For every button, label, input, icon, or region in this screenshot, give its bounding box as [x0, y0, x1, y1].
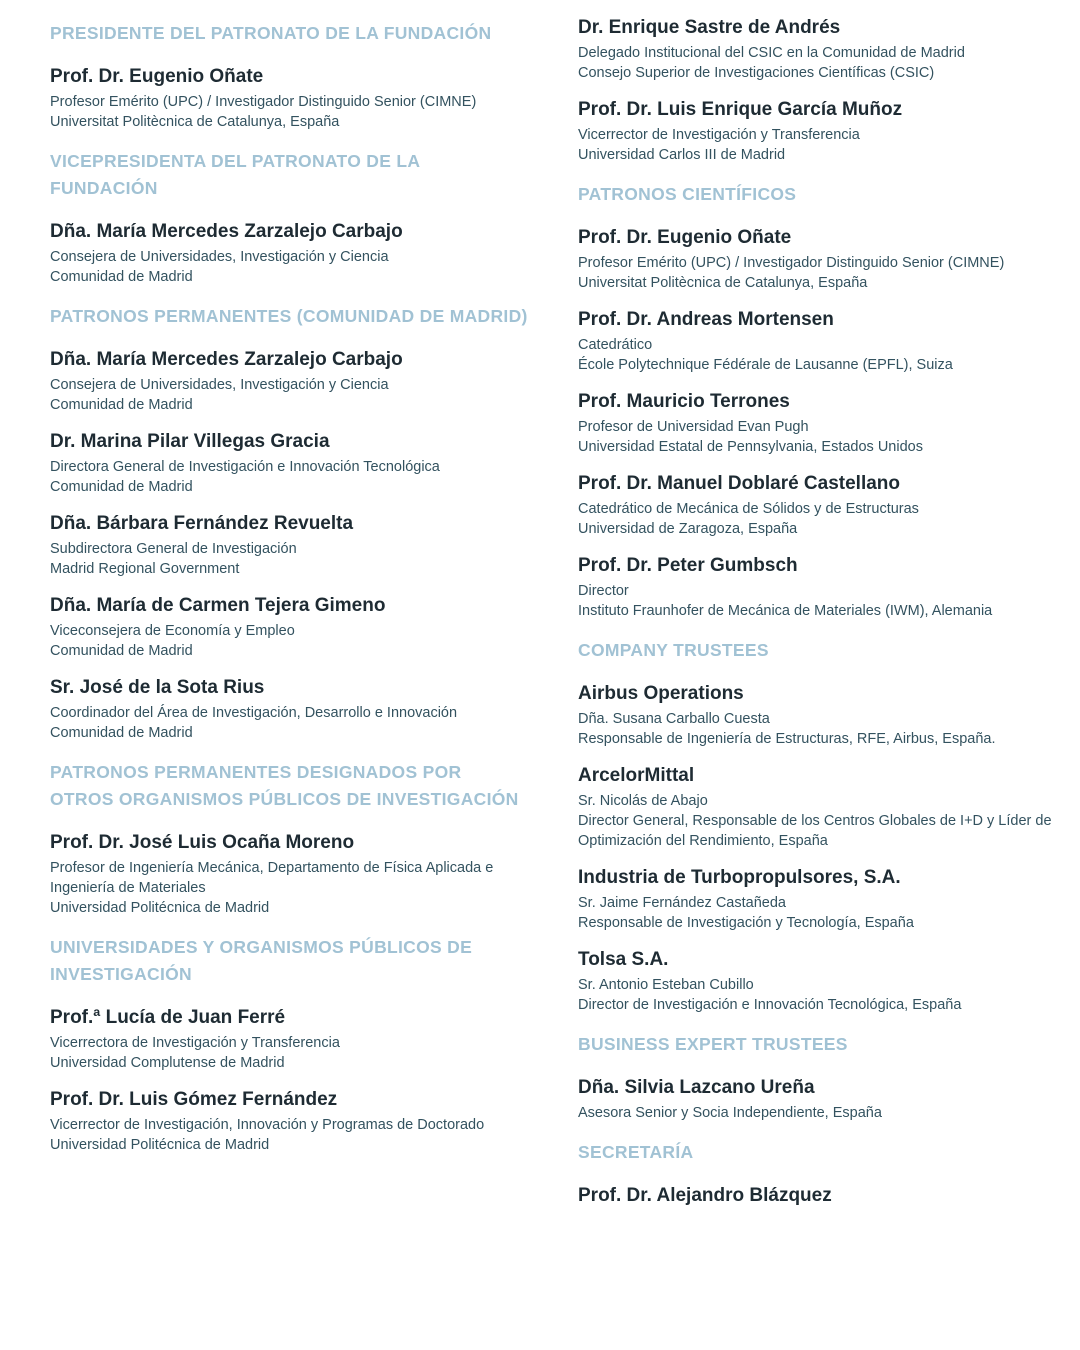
trustee-name: Industria de Turbopropulsores, S.A. — [578, 867, 901, 888]
section-heading: COMPANY TRUSTEES — [578, 640, 769, 660]
trustee-detail: Consejera de Universidades, Investigación y Ciencia — [50, 377, 389, 393]
trustee-detail: Comunidad de Madrid — [50, 479, 193, 495]
trustee-name: Prof. Dr. Eugenio Oñate — [578, 227, 792, 248]
trustee-name: Airbus Operations — [578, 683, 744, 704]
trustee-name: Prof. Dr. Luis Gómez Fernández — [50, 1089, 338, 1110]
trustee-name: Prof. Mauricio Terrones — [578, 391, 790, 412]
trustee-name: Dña. María de Carmen Tejera Gimeno — [50, 595, 386, 616]
trustee-name: Prof. Dr. Alejandro Blázquez — [578, 1185, 832, 1206]
trustee-detail: Consejera de Universidades, Investigación y Ciencia — [50, 249, 389, 265]
section-heading: BUSINESS EXPERT TRUSTEES — [578, 1034, 848, 1054]
trustee-detail: Sr. Nicolás de Abajo — [578, 793, 708, 809]
trustee-detail: Universidad Carlos III de Madrid — [578, 147, 786, 163]
trustee-detail: Vicerrector de Investigación y Transferencia — [578, 127, 860, 143]
trustee-detail: Director General, Responsable de los Centros Globales de I+D y Líder de Optimización del Rendimiento, España — [578, 813, 1052, 849]
trustee-name: Prof. Dr. Eugenio Oñate — [50, 66, 264, 87]
trustee-name: Dña. Silvia Lazcano Ureña — [578, 1077, 815, 1098]
trustee-detail: Universidad Complutense de Madrid — [50, 1055, 285, 1071]
trustee-detail: Vicerrectora de Investigación y Transferencia — [50, 1035, 340, 1051]
trustee-entry — [50, 65, 530, 132]
trustee-name: ArcelorMittal — [578, 765, 695, 786]
trustee-detail: Responsable de Ingeniería de Estructuras, RFE, Airbus, España. — [578, 731, 996, 747]
trustee-detail: Profesor de Ingeniería Mecánica, Departamento de Física Aplicada e Ingeniería de Materiales — [50, 860, 494, 896]
trustee-entry — [50, 594, 530, 661]
trustee-name: Prof.ª Lucía de Juan Ferré — [50, 1007, 286, 1028]
trustee-entry — [578, 16, 1058, 83]
trustee-entry — [50, 220, 530, 287]
trustee-name: Dr. Marina Pilar Villegas Gracia — [50, 431, 330, 452]
column-left — [50, 16, 530, 1350]
section-heading: VICEPRESIDENTA DEL PATRONATO DE LA FUNDACIÓN — [50, 151, 420, 198]
trustee-entry — [50, 1088, 530, 1155]
section-heading: PATRONOS PERMANENTES (COMUNIDAD DE MADRID) — [50, 306, 528, 326]
trustee-entry — [578, 1076, 1058, 1123]
trustee-detail: École Polytechnique Fédérale de Lausanne (EPFL), Suiza — [578, 357, 953, 373]
trustee-entry — [50, 430, 530, 497]
trustee-entry — [578, 554, 1058, 621]
trustee-detail: Universidad Estatal de Pennsylvania, Estados Unidos — [578, 439, 923, 455]
trustee-detail: Instituto Fraunhofer de Mecánica de Materiales (IWM), Alemania — [578, 603, 993, 619]
trustee-detail: Universidad Politécnica de Madrid — [50, 900, 270, 916]
section-heading: PATRONOS PERMANENTES DESIGNADOS POR OTROS ORGANISMOS PÚBLICOS DE INVESTIGACIÓN — [50, 762, 519, 809]
trustee-detail: Asesora Senior y Socia Independiente, España — [578, 1105, 882, 1121]
trustee-name: Prof. Dr. Manuel Doblaré Castellano — [578, 473, 901, 494]
trustee-detail: Directora General de Investigación e Innovación Tecnológica — [50, 459, 440, 475]
trustee-detail: Sr. Antonio Esteban Cubillo — [578, 977, 754, 993]
trustee-name: Tolsa S.A. — [578, 949, 669, 970]
trustee-detail: Dña. Susana Carballo Cuesta — [578, 711, 770, 727]
trustee-detail: Universidad de Zaragoza, España — [578, 521, 798, 537]
trustee-entry — [50, 512, 530, 579]
section-heading: PATRONOS CIENTÍFICOS — [578, 184, 797, 204]
trustee-name: Prof. Dr. Andreas Mortensen — [578, 309, 834, 330]
trustee-detail: Universidad Politécnica de Madrid — [50, 1137, 270, 1153]
column-right — [578, 16, 1058, 1350]
trustee-detail: Director — [578, 583, 629, 599]
trustee-entry — [578, 390, 1058, 457]
trustee-entry — [50, 831, 530, 918]
trustee-name: Dña. Bárbara Fernández Revuelta — [50, 513, 354, 534]
trustee-detail: Universitat Politècnica de Catalunya, España — [578, 275, 868, 291]
trustee-name: Prof. Dr. José Luis Ocaña Moreno — [50, 832, 355, 853]
trustee-detail: Director de Investigación e Innovación Tecnológica, España — [578, 997, 962, 1013]
trustee-entry — [50, 676, 530, 743]
trustee-detail: Delegado Institucional del CSIC en la Comunidad de Madrid — [578, 45, 965, 61]
trustee-entry — [578, 226, 1058, 293]
trustee-detail: Responsable de Investigación y Tecnología, España — [578, 915, 914, 931]
trustee-detail: Viceconsejera de Economía y Empleo — [50, 623, 295, 639]
trustee-entry — [50, 1006, 530, 1073]
trustee-detail: Coordinador del Área de Investigación, Desarrollo e Innovación — [50, 705, 458, 721]
trustee-detail: Madrid Regional Government — [50, 561, 240, 577]
trustee-detail: Catedrático de Mecánica de Sólidos y de Estructuras — [578, 501, 919, 517]
trustee-detail: Profesor de Universidad Evan Pugh — [578, 419, 809, 435]
trustee-detail: Comunidad de Madrid — [50, 725, 193, 741]
trustee-detail: Profesor Emérito (UPC) / Investigador Distinguido Senior (CIMNE) — [578, 255, 1005, 271]
trustee-entry — [578, 472, 1058, 539]
trustee-name: Dña. María Mercedes Zarzalejo Carbajo — [50, 221, 403, 242]
trustee-entry — [578, 866, 1058, 933]
trustee-detail: Comunidad de Madrid — [50, 643, 193, 659]
trustee-name: Dña. María Mercedes Zarzalejo Carbajo — [50, 349, 403, 370]
trustee-detail: Subdirectora General de Investigación — [50, 541, 297, 557]
trustee-entry — [578, 948, 1058, 1015]
trustee-entry — [578, 308, 1058, 375]
trustee-detail: Comunidad de Madrid — [50, 269, 193, 285]
section-heading: PRESIDENTE DEL PATRONATO DE LA FUNDACIÓN — [50, 23, 492, 43]
trustee-entry — [578, 1184, 1058, 1208]
section-heading: UNIVERSIDADES Y ORGANISMOS PÚBLICOS DE INVESTIGACIÓN — [50, 937, 473, 984]
trustee-detail: Comunidad de Madrid — [50, 397, 193, 413]
trustee-entry — [578, 764, 1058, 851]
trustee-name: Prof. Dr. Peter Gumbsch — [578, 555, 798, 576]
trustee-detail: Profesor Emérito (UPC) / Investigador Distinguido Senior (CIMNE) — [50, 94, 477, 110]
trustee-name: Dr. Enrique Sastre de Andrés — [578, 17, 841, 38]
trustee-entry — [50, 348, 530, 415]
trustee-detail: Catedrático — [578, 337, 653, 353]
trustee-entry — [578, 682, 1058, 749]
trustee-detail: Vicerrector de Investigación, Innovación y Programas de Doctorado — [50, 1117, 485, 1133]
trustee-name: Prof. Dr. Luis Enrique García Muñoz — [578, 99, 903, 120]
trustee-entry — [578, 98, 1058, 165]
trustee-detail: Consejo Superior de Investigaciones Científicas (CSIC) — [578, 65, 935, 81]
trustee-name: Sr. José de la Sota Rius — [50, 677, 265, 698]
trustee-detail: Sr. Jaime Fernández Castañeda — [578, 895, 786, 911]
section-heading: SECRETARÍA — [578, 1142, 694, 1162]
trustee-detail: Universitat Politècnica de Catalunya, España — [50, 114, 340, 130]
